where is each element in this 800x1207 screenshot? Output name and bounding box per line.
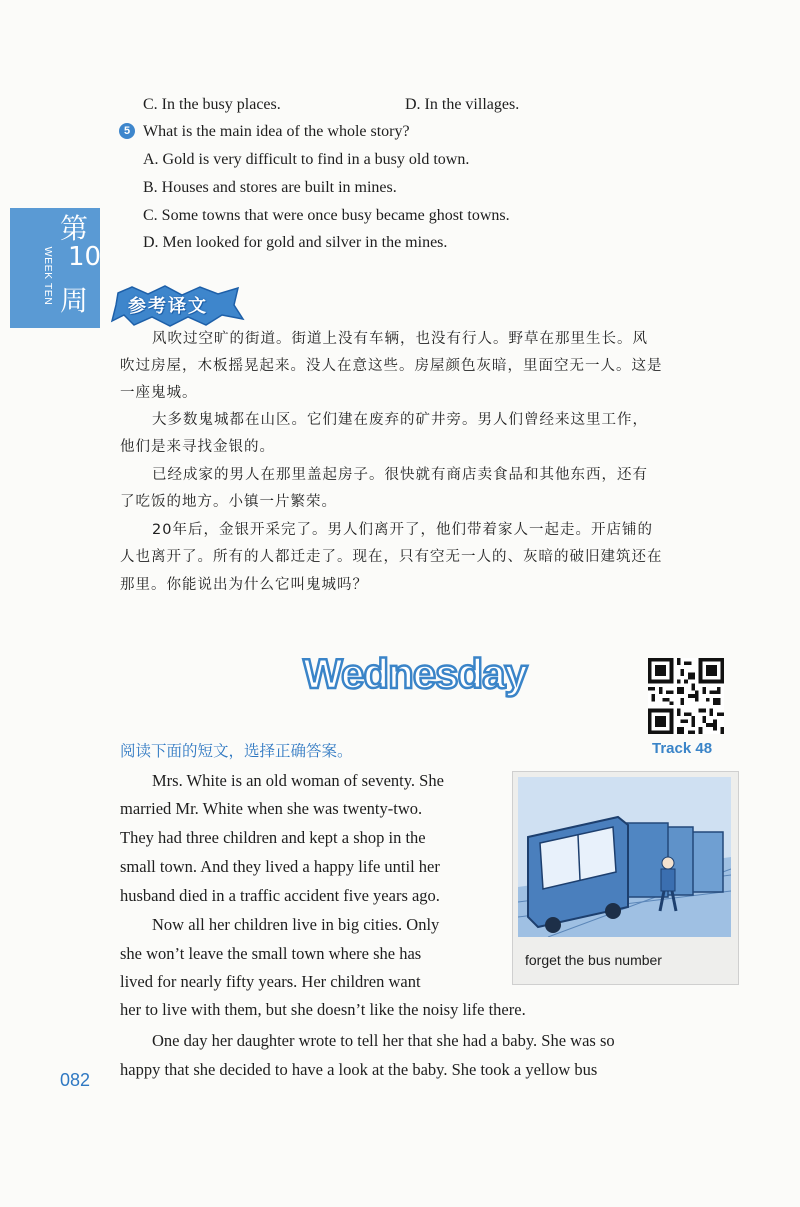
passage-line: lived for nearly fifty years. Her children want [120, 972, 421, 991]
translation-line: 人也离开了。所有的人都迁走了。现在，只有空无一人的、灰暗的破旧建筑还在 [120, 549, 663, 565]
answer-option: C. Some towns that were once busy became ghost towns. [143, 207, 510, 224]
translation-line: 吹过房屋，木板摇晃起来。没人在意这些。房屋颜色灰暗，里面空无一人。这是 [120, 358, 663, 374]
week-tab-di: 第 [60, 212, 89, 245]
passage-line: she won’t leave the small town where she has [120, 944, 422, 963]
week-tab-zhou: 周 [60, 284, 89, 317]
qr-code-icon [648, 658, 724, 734]
translation-line: 已经成家的男人在那里盖起房子。很快就有商店卖食品和其他东西，还有 [152, 467, 648, 483]
translation-line: 20年后，金银开采完了。男人们离开了，他们带着家人一起走。开店铺的 [152, 522, 653, 538]
translation-line: 那里。你能说出为什么它叫鬼城吗？ [120, 577, 368, 593]
option-c: C. In the busy places. [143, 96, 281, 113]
page-number: 082 [60, 1070, 91, 1090]
passage-line: married Mr. White when she was twenty-two. [120, 799, 423, 818]
translation-line: 他们是来寻找金银的。 [120, 439, 275, 455]
section-title [300, 644, 530, 704]
translation-line: 了吃饭的地方。小镇一片繁荣。 [120, 494, 337, 510]
passage-line: happy that she decided to have a look at the baby. She took a yellow bus [120, 1060, 598, 1079]
passage-line: small town. And they lived a happy life until her [120, 857, 440, 876]
passage-line: Mrs. White is an old woman of seventy. She [152, 771, 444, 790]
passage-line: her to live with them, but she doesn’t like the noisy life there. [120, 1000, 526, 1019]
week-tab-number: 10 [68, 242, 102, 272]
track-label: Track 48 [652, 740, 713, 757]
passage-line: husband died in a traffic accident five years ago. [120, 886, 440, 905]
passage-line: Now all her children live in big cities. Only [152, 915, 440, 934]
passage-line: They had three children and kept a shop in the [120, 828, 426, 847]
passage-line: One day her daughter wrote to tell her that she had a baby. She was so [152, 1031, 615, 1050]
bus-illustration [518, 777, 731, 937]
translation-line: 大多数鬼城都在山区。它们建在废弃的矿井旁。男人们曾经来这里工作， [152, 412, 648, 428]
instruction: 阅读下面的短文，选择正确答案。 [120, 742, 353, 760]
translation-line: 一座鬼城。 [120, 385, 198, 401]
section-title-text: Wednesday [303, 650, 527, 697]
answer-option: D. Men looked for gold and silver in the mines. [143, 234, 448, 251]
illustration-caption: forget the bus number [525, 952, 662, 968]
option-d: D. In the villages. [405, 96, 520, 113]
week-tab-english: WEEK TEN [42, 246, 54, 306]
question-number-badge: 5 [119, 123, 135, 139]
answer-option: B. Houses and stores are built in mines. [143, 179, 397, 196]
question-text: What is the main idea of the whole story? [143, 123, 410, 140]
translation-line: 风吹过空旷的街道。街道上没有车辆，也没有行人。野草在那里生长。风 [152, 331, 648, 347]
answer-option: A. Gold is very difficult to find in a busy old town. [143, 151, 470, 168]
translation-banner-title: 参考译文 [128, 296, 208, 317]
